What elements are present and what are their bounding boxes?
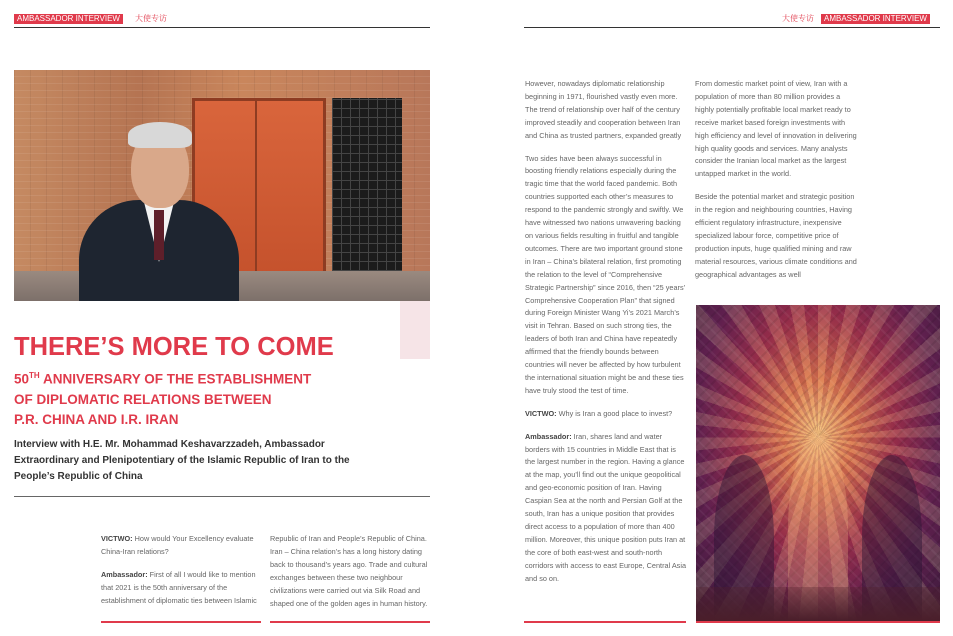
answer-text-2: Iran, shares land and water borders with 15 countries in Middle East that is the largest number in the region. Having a glance at the map, you’ll find out the unique geopolitical and geo-economic position of Iran. Having Caspian Sea at the north and Persian Golf at the south, Iran has a unique position that provides direct access to a population of more than 400 million. Moreover, this unique position puts Iran at the core of both east-west and south-north corridors with access to east Europe, Central Asia and so on. <box>525 431 687 583</box>
section-tag-en-left: AMBASSADOR INTERVIEW <box>14 14 123 24</box>
left-column-2-text: Republic of Iran and People’s Republic of China. Iran – China relation’s has a long history dating back to thousand’s years ago. Trade and cultural exchanges between these two neighbour civilizations were carried out via Silk Road and shaped one of the golden ages in human history. <box>270 534 428 608</box>
subtitle-number: 50 <box>14 371 30 387</box>
header-rule-left <box>14 27 430 28</box>
article-title: THERE’S MORE TO COME <box>14 333 334 361</box>
section-tag-cn-left: 大使专访 <box>135 14 167 23</box>
right-col2-paragraph-2: Beside the potential market and strategic position in the region and neighbouring countries, Having efficient regulatory infrastructure, inexpensive specialized labour force, competitive price of production inputs, huge qualified mining and raw material resources, various climate conditions and geographical advantages as well <box>695 192 857 279</box>
right-column-1 <box>525 78 687 596</box>
question-text-2: Why is Iran a good place to invest? <box>556 408 673 418</box>
ambassador-photo <box>14 70 430 301</box>
answer-label: Ambassador: <box>101 569 148 579</box>
left-column-1 <box>101 533 261 618</box>
left-column-2 <box>270 533 432 620</box>
right-column-2 <box>695 78 860 292</box>
section-tag-en-right: AMBASSADOR INTERVIEW <box>821 14 930 24</box>
mosque-interior-photo <box>696 305 940 621</box>
footer-bar-right-2 <box>696 621 940 623</box>
question-label-2: VICTWO: <box>525 408 557 418</box>
question-label: VICTWO: <box>101 534 133 543</box>
subtitle-line2: OF DIPLOMATIC RELATIONS BETWEEN <box>14 391 272 407</box>
section-tag-cn-right: 大使专访 <box>782 14 814 23</box>
footer-bar-left-1 <box>101 621 261 623</box>
footer-bar-right-1 <box>524 621 686 623</box>
footer-bar-left-2 <box>270 621 430 623</box>
article-subtitle <box>14 366 414 430</box>
right-col1-paragraph-2: Two sides have been always successful in boosting friendly relations especially during the tragic time that the world faced pandemic. Both countries supported each other’s measures to respond to the pandemic strongly and swiftly. We have witnessed two nations unwavering backing on various fields resulting in fruitful and tangible outcomes. There are two important ground stone in Iran – China’s bilateral relation, first promoting the relation to the level of “Comprehensive Strategic Partnership” since 2016, then “25 years’ Comprehensive Cooperation Plan” that signed during Foreign Minister Wang Yi’s 2021 March’s visit in Tehran. Based on such strong ties, the leaders of both Iran and China have repeatedly affirmed that the friendly bounds between countries will never be affected by how turbulent the international situation might be and these ties have truly stood the test of time. <box>525 153 685 395</box>
right-col2-paragraph-1: From domestic market point of view, Iran with a population of more than 80 million provides a highly potentially profitable local market ready to receive market based foreign investments with high efficiency and level of innovation in delivering high quality goods and services. Many analysts consider the Iranian local market as the largest untapped market in the world. <box>695 79 857 179</box>
header-rule-right <box>524 27 940 28</box>
answer-text: First of all I would like to mention that 2021 is the 50th anniversary of the establishment of diplomatic ties between Islamic <box>101 569 257 605</box>
article-intro: Interview with H.E. Mr. Mohammad Keshavarzzadeh, Ambassador Extraordinary and Plenipotentiary of the Islamic Republic of Iran to the People’s Republic of China <box>14 439 350 482</box>
question-text: How would Your Excellency evaluate China-Iran relations? <box>101 534 254 556</box>
subtitle-line3: P.R. CHINA AND I.R. IRAN <box>14 411 179 427</box>
subtitle-superscript: TH <box>29 371 40 380</box>
answer-label-2: Ambassador: <box>525 431 572 441</box>
subtitle-line1: ANNIVERSARY OF THE ESTABLISHMENT <box>39 371 312 387</box>
decorative-block <box>400 301 430 359</box>
right-col1-paragraph-1: However, nowadays diplomatic relationship beginning in 1971, flourished vastly even more. The trend of relationship over half of the century improved steadily and cooperation between Iran and China as trusted partners, expanded greatly <box>525 79 682 140</box>
intro-rule <box>14 496 430 497</box>
